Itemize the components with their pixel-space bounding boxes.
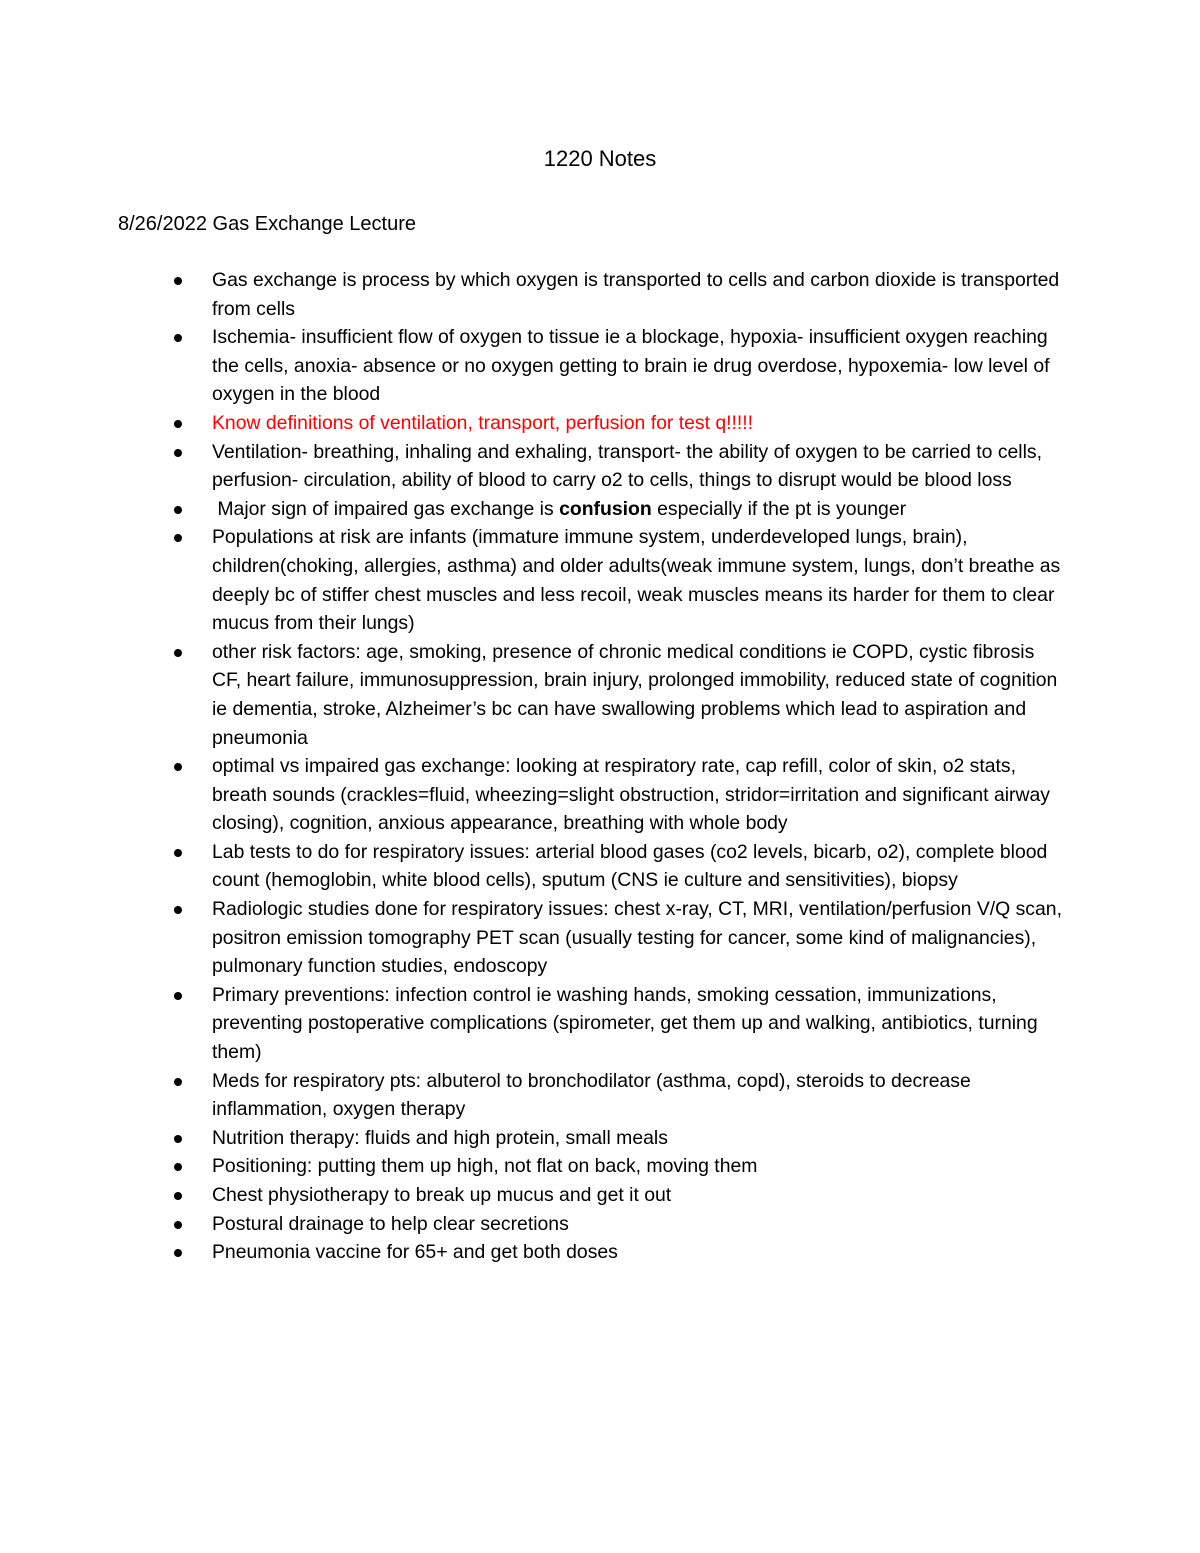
emphasized-term: confusion — [559, 497, 652, 520]
bullet-icon — [174, 1135, 182, 1143]
bullet-icon — [174, 449, 182, 457]
list-item — [0, 1210, 1062, 1239]
note-text: Postural drainage to help clear secretions — [212, 1212, 569, 1235]
bullet-icon — [174, 534, 182, 542]
note-text — [212, 495, 1062, 524]
notes-list — [0, 266, 1200, 1267]
list-item — [0, 409, 1062, 438]
list-item — [0, 981, 1062, 1067]
bullet-icon — [174, 906, 182, 914]
highlighted-note-text: Know definitions of ventilation, transport, perfusion for test q!!!!! — [212, 411, 754, 434]
bullet-icon — [174, 1221, 182, 1229]
bullet-icon — [174, 277, 182, 285]
bullet-icon — [174, 849, 182, 857]
list-item — [0, 438, 1062, 495]
bullet-icon — [174, 1249, 182, 1257]
note-text: Primary preventions: infection control ie washing hands, smoking cessation, immunizations, preventing postoperative complications (spirometer, get them up and walking, antibiotics, turning them) — [212, 983, 1038, 1064]
note-text: Pneumonia vaccine for 65+ and get both doses — [212, 1241, 618, 1264]
note-text: Meds for respiratory pts: albuterol to bronchodilator (asthma, copd), steroids to decrease inflammation, oxygen therapy — [212, 1069, 971, 1121]
list-item — [0, 1067, 1062, 1124]
note-text: Ischemia- insufficient flow of oxygen to tissue ie a blockage, hypoxia- insufficient oxygen reaching the cells, anoxia- absence or no oxygen getting to brain ie drug overdose, hypoxemia- low level of oxygen in the blood — [212, 326, 1050, 406]
note-text: Gas exchange is process by which oxygen is transported to cells and carbon dioxide is transported from cells — [212, 269, 1060, 320]
bullet-icon — [174, 334, 182, 342]
page-title: 1220 Notes — [543, 146, 657, 171]
bullet-icon — [174, 506, 182, 514]
list-item — [0, 323, 1062, 409]
list-item — [0, 1238, 1062, 1267]
bullet-icon — [174, 992, 182, 1000]
lecture-heading: 8/26/2022 Gas Exchange Lecture — [118, 213, 416, 235]
list-item — [0, 1152, 1062, 1181]
note-text-after: especially if the pt is younger — [651, 497, 907, 520]
list-item — [0, 495, 1062, 524]
list-item — [0, 752, 1062, 838]
note-text: Radiologic studies done for respiratory issues: chest x-ray, CT, MRI, ventilation/perfusion V/Q scan, positron emission tomography PET scan (usually testing for cancer, some kind of malignancies), pulmonary function studies, endoscopy — [212, 898, 1062, 978]
note-text: optimal vs impaired gas exchange: looking at respiratory rate, cap refill, color of skin, o2 stats, breath sounds (crackles=fluid, wheezing=slight obstruction, stridor=irritation and significant airway closing), cognition, anxious appearance, breathing with whole body — [212, 755, 1050, 835]
bullet-icon — [174, 763, 182, 771]
note-text-before: Major sign of impaired gas exchange is — [212, 497, 560, 520]
note-text: Lab tests to do for respiratory issues: arterial blood gases (co2 levels, bicarb, o2), complete blood count (hemoglobin, white blood cells), sputum (CNS ie culture and sensitivities), biopsy — [212, 840, 1048, 892]
note-text: Ventilation- breathing, inhaling and exhaling, transport- the ability of oxygen to be carried to cells, perfusion- circulation, ability of blood to carry o2 to cells, things to disrupt would be blood loss — [212, 440, 1042, 492]
list-item — [0, 266, 1062, 323]
list-item — [0, 638, 1062, 752]
list-item — [0, 1181, 1062, 1210]
list-item — [0, 523, 1062, 637]
list-item — [0, 1124, 1062, 1153]
note-text: Positioning: putting them up high, not flat on back, moving them — [212, 1155, 758, 1178]
list-item — [0, 838, 1062, 895]
bullet-icon — [174, 420, 182, 428]
note-text: other risk factors: age, smoking, presence of chronic medical conditions ie COPD, cystic fibrosis CF, heart failure, immunosuppression, brain injury, prolonged immobility, reduced state of cognition ie dementia, stroke, Alzheimer’s bc can have swallowing problems which lead to aspiration and pneumonia — [212, 640, 1058, 749]
bullet-icon — [174, 1078, 182, 1086]
note-text: Populations at risk are infants (immature immune system, underdeveloped lungs, brain), children(choking, allergies, asthma) and older adults(weak immune system, lungs, don’t breathe as deeply bc of stiffer chest muscles and less recoil, weak muscles means its harder for them to clear mucus from their lungs) — [212, 526, 1061, 635]
bullet-icon — [174, 1192, 182, 1200]
note-text: Chest physiotherapy to break up mucus and get it out — [212, 1184, 672, 1206]
bullet-icon — [174, 649, 182, 657]
list-item — [0, 895, 1062, 981]
bullet-icon — [174, 1163, 182, 1171]
note-text: Nutrition therapy: fluids and high protein, small meals — [212, 1126, 668, 1149]
